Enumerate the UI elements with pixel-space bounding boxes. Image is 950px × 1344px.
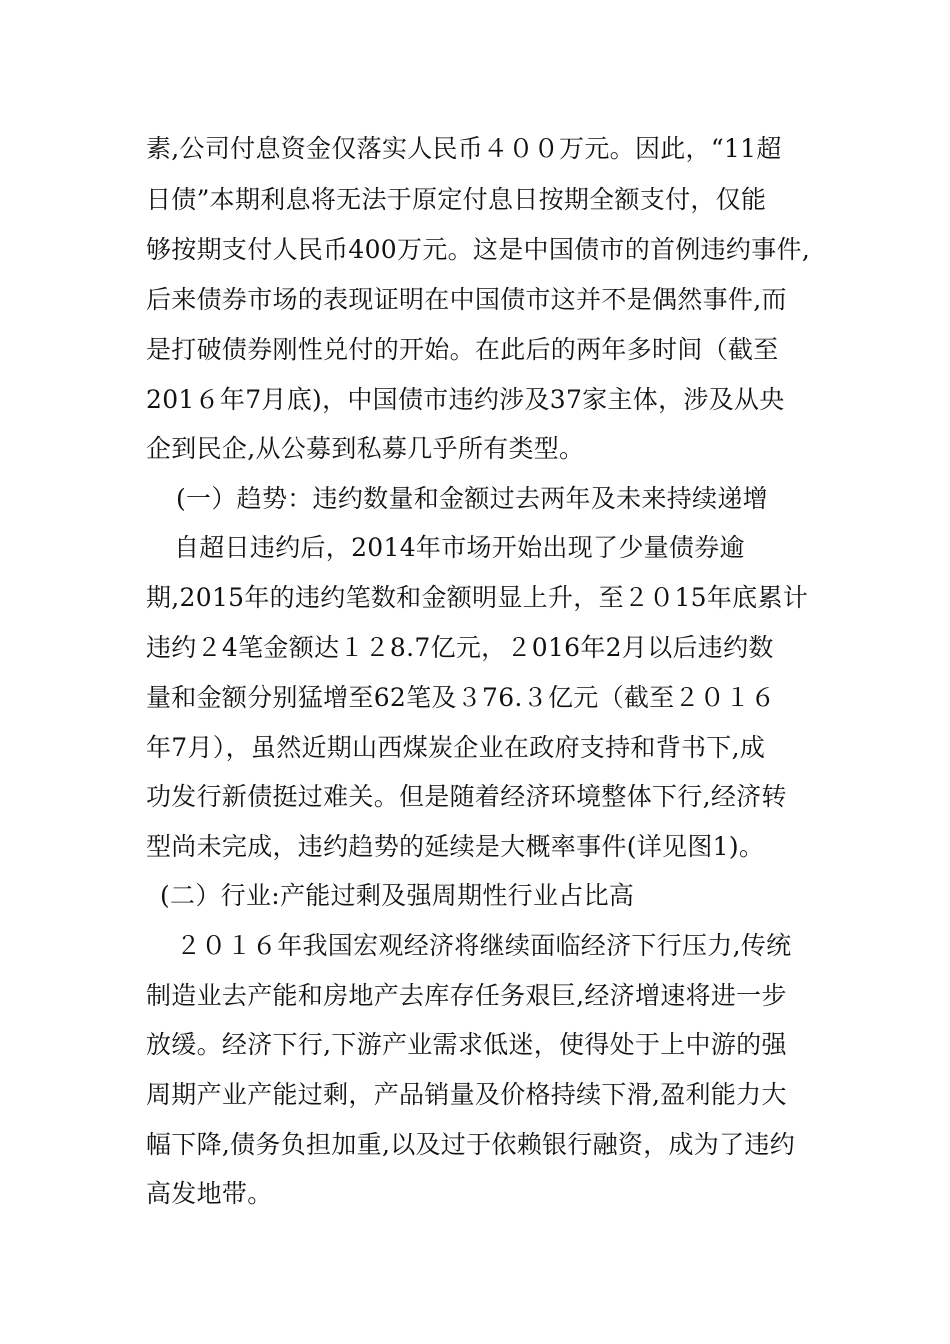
text-line: 周期产业产能过剩，产品销量及价格持续下滑,盈利能力大 xyxy=(146,1080,787,1109)
text-line: 放缓。经济下行,下游产业需求低迷，使得处于上中游的强 xyxy=(146,1030,787,1059)
text-line: 违约２4笔金额达１２8.7亿元，２016年2月以后违约数 xyxy=(146,633,774,662)
text-line: 年7月），虽然近期山西煤炭企业在政府支持和背书下,成 xyxy=(146,733,766,762)
text-line: 后来债券市场的表现证明在中国债市这并不是偶然事件,而 xyxy=(146,285,787,314)
text-line: 自超日违约后，2014年市场开始出现了少量债券逾 xyxy=(174,533,745,562)
text-line: 期,2015年的违约笔数和金额明显上升，至２０15年底累计 xyxy=(146,583,809,612)
section-heading: (二）行业:产能过剩及强周期性行业占比高 xyxy=(160,881,635,910)
text-line: 制造业去产能和房地产去库存任务艰巨,经济增速将进一步 xyxy=(146,981,787,1010)
text-line: 日债”本期利息将无法于原定付息日按期全额支付，仅能 xyxy=(146,185,767,214)
text-line: 企到民企,从公募到私募几乎所有类型。 xyxy=(146,434,585,463)
section-heading: (一）趋势：违约数量和金额过去两年及未来持续递增 xyxy=(176,484,768,513)
text-line: 型尚未完成，违约趋势的延续是大概率事件(详见图1)。 xyxy=(146,832,765,861)
text-line: 201６年7月底)，中国债市违约涉及37家主体，涉及从央 xyxy=(146,385,785,414)
text-line: 量和金额分别猛增至62笔及３76.３亿元（截至２０１６ xyxy=(146,683,776,712)
text-line: 够按期支付人民币400万元。这是中国债市的首例违约事件, xyxy=(146,235,811,264)
text-line: 高发地带。 xyxy=(146,1179,273,1208)
text-line: 素,公司付息资金仅落实人民币４００万元。因此，“11超 xyxy=(146,134,782,163)
text-line: 幅下降,债务负担加重,以及过于依赖银行融资，成为了违约 xyxy=(146,1130,795,1159)
text-line: ２０１６年我国宏观经济将继续面临经济下行压力,传统 xyxy=(176,931,792,960)
text-line: 功发行新债挺过难关。但是随着经济环境整体下行,经济转 xyxy=(146,782,787,811)
text-line: 是打破债券刚性兑付的开始。在此后的两年多时间（截至 xyxy=(146,335,779,364)
